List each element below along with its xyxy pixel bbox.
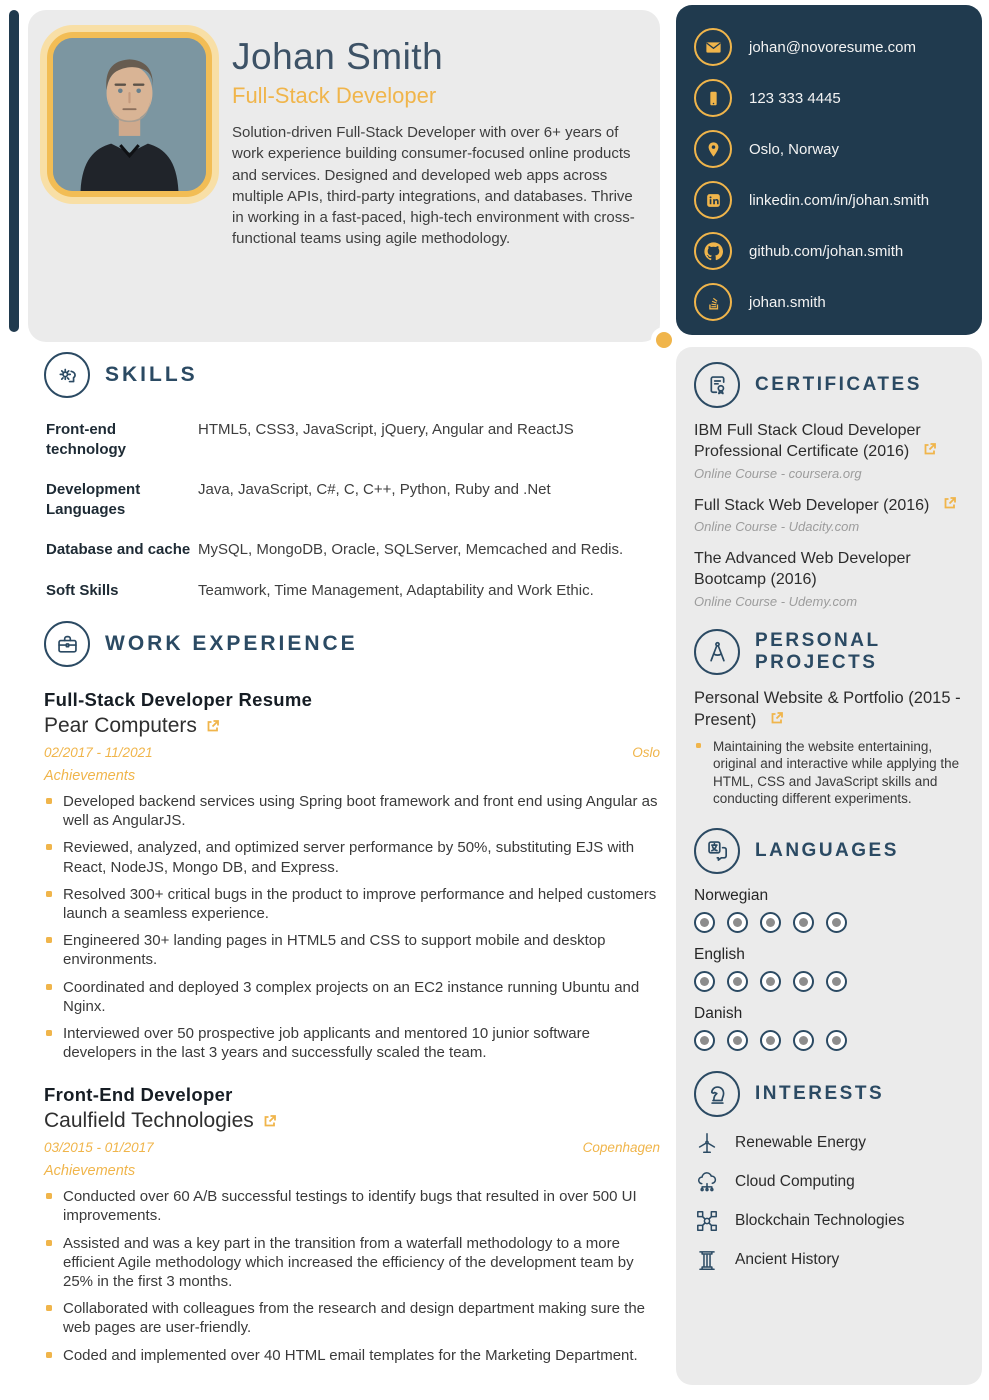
certificate-title: Full Stack Web Developer (2016) [694,496,930,514]
job-location: Copenhagen [582,1140,660,1156]
certificate-title: IBM Full Stack Cloud Developer Professional Certificate (2016) [694,422,921,460]
level-dot [694,1030,715,1051]
contact-row-email[interactable] [694,28,968,66]
certificate-item [694,496,964,535]
interests-heading: INTERESTS [755,1082,885,1104]
company-name: Caulfield Technologies [44,1109,254,1133]
personal-projects-section [694,629,964,808]
job-title: Full-Stack Developer [232,83,437,108]
interest-label: Cloud Computing [735,1172,855,1190]
interest-label: Blockchain Technologies [735,1211,905,1229]
job-entry [44,1084,660,1365]
interest-item [694,1169,964,1195]
company-name: Pear Computers [44,714,197,737]
project-description: Maintaining the website entertaining, original and interactive while applying the HTML, CSS and JavaScript skills and conducting different experiments. [694,738,964,808]
level-dot [826,971,847,992]
work-experience-section [44,621,660,1365]
blockchain-icon [694,1208,720,1234]
personal-projects-heading: PERSONAL PROJECTS [755,630,881,673]
skill-row [46,581,660,601]
achievement-item: Resolved 300+ critical bugs in the product to improve performance and helped customers launch a seamless experience. [44,885,660,923]
contact-row-stackoverflow[interactable] [694,283,968,321]
level-dot [793,1030,814,1051]
page-title-name: Johan Smith [232,36,444,77]
contact-github: github.com/johan.smith [749,242,904,260]
skill-row [46,480,660,519]
sidebar-column [676,347,982,1385]
stackoverflow-icon [694,283,732,321]
linkedin-icon [694,181,732,219]
cloud-computing-icon [694,1169,720,1195]
connector-dot [651,327,677,353]
skill-value: MySQL, MongoDB, Oracle, SQLServer, Memcached and Redis. [198,541,624,558]
contact-phone: 123 333 4445 [749,89,841,107]
interest-item [694,1130,964,1156]
language-level-norwegian [694,912,964,933]
level-dot [727,912,748,933]
external-link-icon[interactable] [263,1114,277,1128]
drafting-compass-icon [694,629,740,675]
portrait-illustration [53,38,206,191]
language-item [694,946,964,992]
contact-email: johan@novoresume.com [749,38,916,56]
skill-row [46,540,660,560]
job-location: Oslo [632,745,660,760]
skill-label: Database and cache [46,541,191,558]
level-dot [793,971,814,992]
achievements-label: Achievements [44,1163,136,1180]
profile-summary: Solution-driven Full-Stack Developer with over 6+ years of work experience building consumer-focused online products and services. Designed and developed web apps across multiple APIs, third-party integrations, and databases. Thrive in working in a fast-paced, high-tech environment with cross-functional teams using agile methodology. [232,124,635,248]
language-level-english [694,971,964,992]
skills-heading: SKILLS [105,362,198,386]
work-experience-heading: WORK EXPERIENCE [105,631,358,655]
achievement-item: Reviewed, analyzed, and optimized server performance by 50%, substituting EJS with React, NodeJS, Mongo DB, and Express. [44,838,660,876]
main-column [44,352,660,1373]
external-link-icon[interactable] [206,719,220,733]
certificate-item [694,549,964,609]
certificate-title: The Advanced Web Developer Bootcamp (2016) [694,550,911,589]
briefcase-icon [44,621,90,667]
certificates-section [694,362,964,609]
level-dot [760,1030,781,1051]
interest-item [694,1247,964,1273]
level-dot [793,912,814,933]
job-dates: 02/2017 - 11/2021 [44,745,153,760]
contact-linkedin: linkedin.com/in/johan.smith [749,191,930,209]
chess-knight-icon [694,1071,740,1117]
interest-item [694,1208,964,1234]
skill-label: Front-end technology [46,421,127,458]
language-name: Norwegian [694,886,769,904]
interest-label: Renewable Energy [735,1133,866,1151]
languages-section [694,828,964,1051]
external-link-icon[interactable] [943,496,957,510]
language-name: Danish [694,1004,743,1022]
language-name: English [694,945,745,963]
interest-label: Ancient History [735,1250,840,1268]
external-link-icon[interactable] [770,711,784,725]
achievement-item: Developed backend services using Spring boot framework and front end using Angular as well as AngularJS. [44,792,660,830]
skill-label: Development Languages [46,481,141,518]
contact-row-phone[interactable] [694,79,968,117]
location-icon [694,130,732,168]
left-accent-bar [9,10,19,332]
achievements-label: Achievements [44,768,136,784]
skills-section [44,352,660,600]
job-dates: 03/2015 - 01/2017 [44,1140,154,1156]
ancient-column-icon [694,1247,720,1273]
certificate-source: Online Course - Udacity.com [694,519,860,535]
level-dot [694,912,715,933]
contact-row-linkedin[interactable] [694,181,968,219]
skill-value: Java, JavaScript, C#, C, C++, Python, Ruby and .Net [198,481,551,498]
email-icon [694,28,732,66]
job-entry [44,689,660,1062]
external-link-icon[interactable] [923,442,937,456]
skill-value: HTML5, CSS3, JavaScript, jQuery, Angular and ReactJS [198,421,574,438]
project-title: Personal Website & Portfolio (2015 - Present) [694,688,961,729]
language-item [694,887,964,933]
contact-row-location[interactable] [694,130,968,168]
certificate-icon [694,362,740,408]
interests-section [694,1071,964,1273]
github-icon [694,232,732,270]
certificates-heading: CERTIFICATES [755,374,922,396]
header-panel [28,10,660,342]
skill-value: Teamwork, Time Management, Adaptability and Work Ethic. [198,581,594,599]
level-dot [694,971,715,992]
certificate-source: Online Course - Udemy.com [694,593,858,609]
contact-website: johan.smith [749,293,826,311]
level-dot [760,912,781,933]
translate-icon [694,828,740,874]
achievement-item: Coordinated and deployed 3 complex projects on an EC2 instance running Ubuntu and Nginx. [44,978,660,1016]
achievement-item: Assisted and was a key part in the transition from a waterfall methodology to a more efficient Agile methodology which increased the efficiency of the development team by 25% in the first 3 months. [44,1234,660,1292]
contact-location: Oslo, Norway [749,140,840,158]
achievement-item: Coded and implemented over 40 HTML email templates for the Marketing Department. [44,1346,660,1365]
profile-photo [47,32,212,197]
project-item [694,688,964,808]
languages-heading: LANGUAGES [755,839,899,861]
language-level-danish [694,1030,964,1051]
skill-label: Soft Skills [46,581,119,599]
certificate-item [694,421,964,481]
certificate-source: Online Course - coursera.org [694,465,862,481]
achievement-item: Collaborated with colleagues from the research and design department making sure the web pages are user-friendly. [44,1299,660,1337]
contact-panel [676,5,982,335]
language-item [694,1005,964,1051]
phone-icon [694,79,732,117]
level-dot [727,1030,748,1051]
level-dot [826,1030,847,1051]
level-dot [826,912,847,933]
job-title: Front-End Developer [44,1084,233,1106]
level-dot [760,971,781,992]
job-title: Full-Stack Developer Resume [44,689,313,710]
skill-row [46,420,660,459]
contact-row-github[interactable] [694,232,968,270]
achievement-item: Conducted over 60 A/B successful testings to identify bugs that resulted in over 500 UI improvements. [44,1187,660,1225]
skills-icon [44,352,90,398]
level-dot [727,971,748,992]
wind-turbine-icon [694,1130,720,1156]
achievement-item: Engineered 30+ landing pages in HTML5 and CSS to support mobile and desktop environments. [44,931,660,969]
achievement-item: Interviewed over 50 prospective job applicants and mentored 10 junior software developers in the last 3 years and successfully scaled the team. [44,1024,660,1062]
